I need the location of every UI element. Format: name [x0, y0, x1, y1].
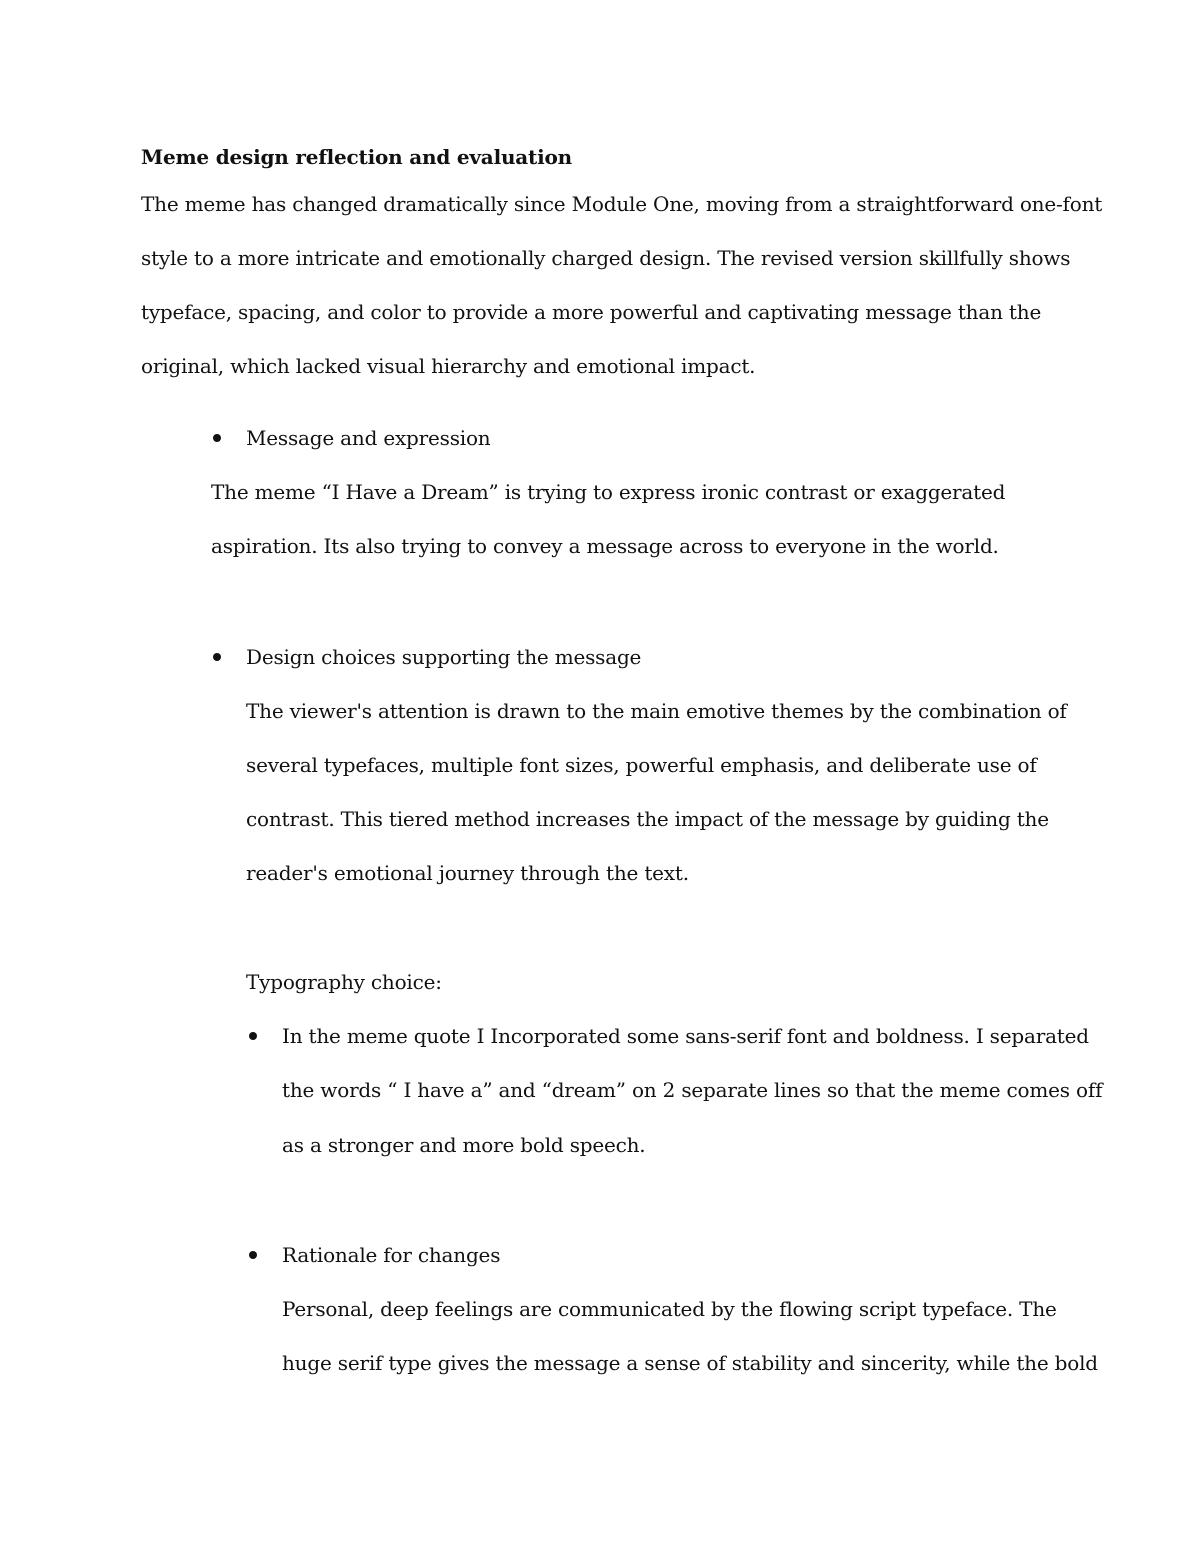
- section4-body-line-2: huge serif type gives the message a sense of stability and sincerity, while the bold: [282, 1351, 1098, 1375]
- bullet-dot-icon: [249, 1251, 257, 1259]
- section1-body-line-1: The meme “I Have a Dream” is trying to express ironic contrast or exaggerated: [211, 480, 1006, 504]
- bullet-rationale-for-changes: Rationale for changes: [282, 1243, 501, 1267]
- document-heading: Meme design reflection and evaluation: [141, 145, 572, 169]
- intro-line-3: typeface, spacing, and color to provide a more powerful and captivating message than the: [141, 300, 1042, 324]
- intro-line-1: The meme has changed dramatically since Module One, moving from a straightforward one-font: [141, 192, 1103, 216]
- bullet-design-choices: Design choices supporting the message: [246, 645, 642, 669]
- intro-line-4: original, which lacked visual hierarchy and emotional impact.: [141, 354, 756, 378]
- section2-body-line-2: several typefaces, multiple font sizes, powerful emphasis, and deliberate use of: [246, 753, 1037, 777]
- section3-bullet-line-3: as a stronger and more bold speech.: [282, 1133, 646, 1157]
- section3-bullet-line-2: the words “ I have a” and “dream” on 2 separate lines so that the meme comes off: [282, 1078, 1103, 1102]
- bullet-dot-icon: [249, 1032, 257, 1040]
- bullet-dot-icon: [213, 434, 221, 442]
- section2-body-line-4: reader's emotional journey through the text.: [246, 861, 689, 885]
- section4-body-line-1: Personal, deep feelings are communicated by the flowing script typeface. The: [282, 1297, 1057, 1321]
- section3-bullet-line-1: In the meme quote I Incorporated some sans-serif font and boldness. I separated: [282, 1024, 1089, 1048]
- bullet-dot-icon: [213, 653, 221, 661]
- section2-body-line-1: The viewer's attention is drawn to the main emotive themes by the combination of: [246, 699, 1067, 723]
- section1-body-line-2: aspiration. Its also trying to convey a message across to everyone in the world.: [211, 534, 999, 558]
- intro-line-2: style to a more intricate and emotionally charged design. The revised version skillfully shows: [141, 246, 1071, 270]
- bullet-message-and-expression: Message and expression: [246, 426, 491, 450]
- typography-choice-subheading: Typography choice:: [246, 970, 442, 994]
- section2-body-line-3: contrast. This tiered method increases the impact of the message by guiding the: [246, 807, 1049, 831]
